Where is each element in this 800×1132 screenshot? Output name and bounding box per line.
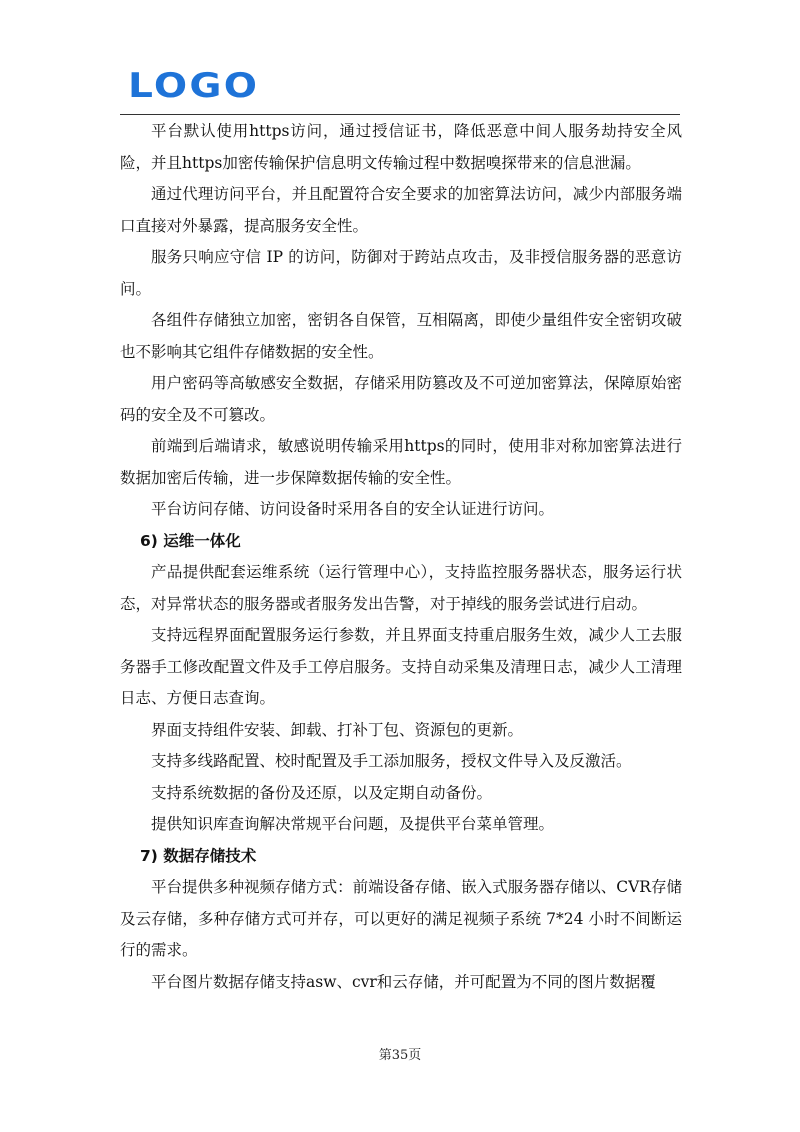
paragraph: 支持多线路配置、校时配置及手工添加服务，授权文件导入及反激活。	[151, 752, 632, 770]
paragraph: 通过代理访问平台，并且配置符合安全要求的加密算法访问，减少内部服务端口直接对外暴露，提高服务安全性。	[120, 185, 682, 235]
paragraph: 支持系统数据的备份及还原，以及定期自动备份。	[151, 783, 493, 802]
paragraph: 支持远程界面配置服务运行参数，并且界面支持重启服务生效，减少人工去服务器手工修改配置文件及手工停启服务。支持自动采集及清理日志，减少人工清理日志、方便日志查询。	[120, 626, 682, 707]
paragraph: 平台默认使用https访问，通过授信证书，降低恶意中间人服务劫持安全风险，并且https加密传输保护信息明文传输过程中数据嗅探带来的信息泄漏。	[120, 122, 682, 172]
paragraph: 平台提供多种视频存储方式：前端设备存储、嵌入式服务器存储以、CVR存储及云存储，多种存储方式可并存，可以更好的满足视频子系统 7*24 小时不间断运行的需求。	[120, 878, 682, 959]
paragraph: 前端到后端请求，敏感说明传输采用https的同时，使用非对称加密算法进行数据加密后传输，进一步保障数据传输的安全性。	[120, 437, 682, 487]
paragraph: 服务只响应守信 IP 的访问，防御对于跨站点攻击，及非授信服务器的恶意访问。	[120, 248, 682, 298]
page-header	[120, 60, 680, 115]
paragraph: 用户密码等高敏感安全数据，存储采用防篡改及不可逆加密算法，保障原始密码的安全及不可篡改。	[120, 374, 682, 424]
paragraph: 各组件存储独立加密，密钥各自保管，互相隔离，即使少量组件安全密钥攻破也不影响其它组件存储数据的安全性。	[120, 311, 682, 361]
paragraph: 提供知识库查询解决常规平台问题，及提供平台菜单管理。	[151, 815, 555, 833]
paragraph: 平台图片数据存储支持asw、cvr和云存储，并可配置为不同的图片数据覆	[151, 972, 656, 991]
paragraph: 平台访问存储、访问设备时采用各自的安全认证进行访问。	[151, 500, 555, 518]
page-number: 第35页	[378, 1048, 422, 1063]
document-body	[120, 116, 682, 998]
paragraph: 界面支持组件安装、卸载、打补丁包、资源包的更新。	[151, 720, 524, 739]
section-heading: 6) 运维一体化	[140, 531, 241, 550]
logo: LOGO	[128, 66, 260, 106]
paragraph: 产品提供配套运维系统（运行管理中心），支持监控服务器状态，服务运行状态，对异常状态的服务器或者服务发出告警，对于掉线的服务尝试进行启动。	[120, 563, 682, 613]
section-heading: 7) 数据存储技术	[140, 846, 257, 865]
